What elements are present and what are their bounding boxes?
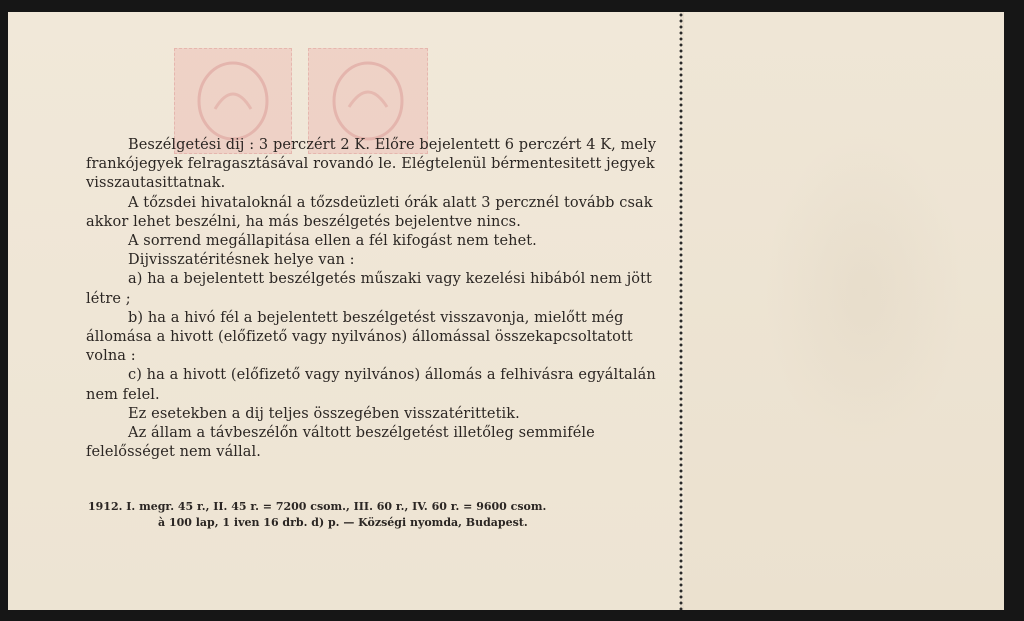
paragraph-full-refund: Ez esetekben a dij teljes összegében visszatérittetik. bbox=[128, 405, 520, 422]
ticket-rules-text bbox=[86, 136, 658, 462]
imprint-line-2: à 100 lap, 1 iven 16 drb. d) p. — Községi nyomda, Budapest. bbox=[158, 516, 528, 529]
paragraph-refund-a: a) ha a bejelentett beszélgetés műszaki vagy kezelési hibából nem jött létre ; bbox=[86, 271, 652, 307]
paragraph-refund-c: c) ha a hivott (előfizető vagy nyilvános) állomás a felhivásra egyáltalán nem felel. bbox=[86, 367, 656, 403]
paragraph-refund-b: b) ha a hivó fél a bejelentett beszélgetést visszavonja, mielőtt még állomása a hivott (előfizető vagy nyilvános) állomással összekapcsoltatott volna : bbox=[86, 309, 633, 365]
printer-imprint bbox=[88, 499, 648, 531]
telephone-ticket-card bbox=[8, 12, 1004, 610]
paragraph-order: A sorrend megállapitása ellen a fél kifogást nem tehet. bbox=[128, 233, 537, 250]
perforation-line-icon bbox=[678, 12, 684, 610]
paragraph-fees: Beszélgetési dij : 3 perczért 2 K. Előre bejelentett 6 perczért 4 K, mely frankójegyek felragasztásával rovandó le. Elégtelenül bérmentesitett jegyek visszautasittatnak. bbox=[86, 137, 657, 192]
stub-smudge bbox=[764, 132, 964, 452]
paragraph-exchange-hours: A tőzsdei hivataloknál a tőzsdeüzleti órák alatt 3 percznél tovább csak akkor lehet beszélni, ha más beszélgetés bejelentve nincs. bbox=[86, 194, 653, 230]
imprint-line-1: 1912. I. megr. 45 r., II. 45 r. = 7200 csom., III. 60 r., IV. 60 r. = 9600 csom. bbox=[88, 500, 547, 513]
ticket-stub-section bbox=[684, 12, 1004, 610]
paragraph-liability: Az állam a távbeszélőn váltott beszélgetést illetőleg semmiféle felelősséget nem vállal. bbox=[86, 425, 595, 461]
paragraph-refund-intro: Dijvisszatéritésnek helye van : bbox=[128, 252, 355, 269]
